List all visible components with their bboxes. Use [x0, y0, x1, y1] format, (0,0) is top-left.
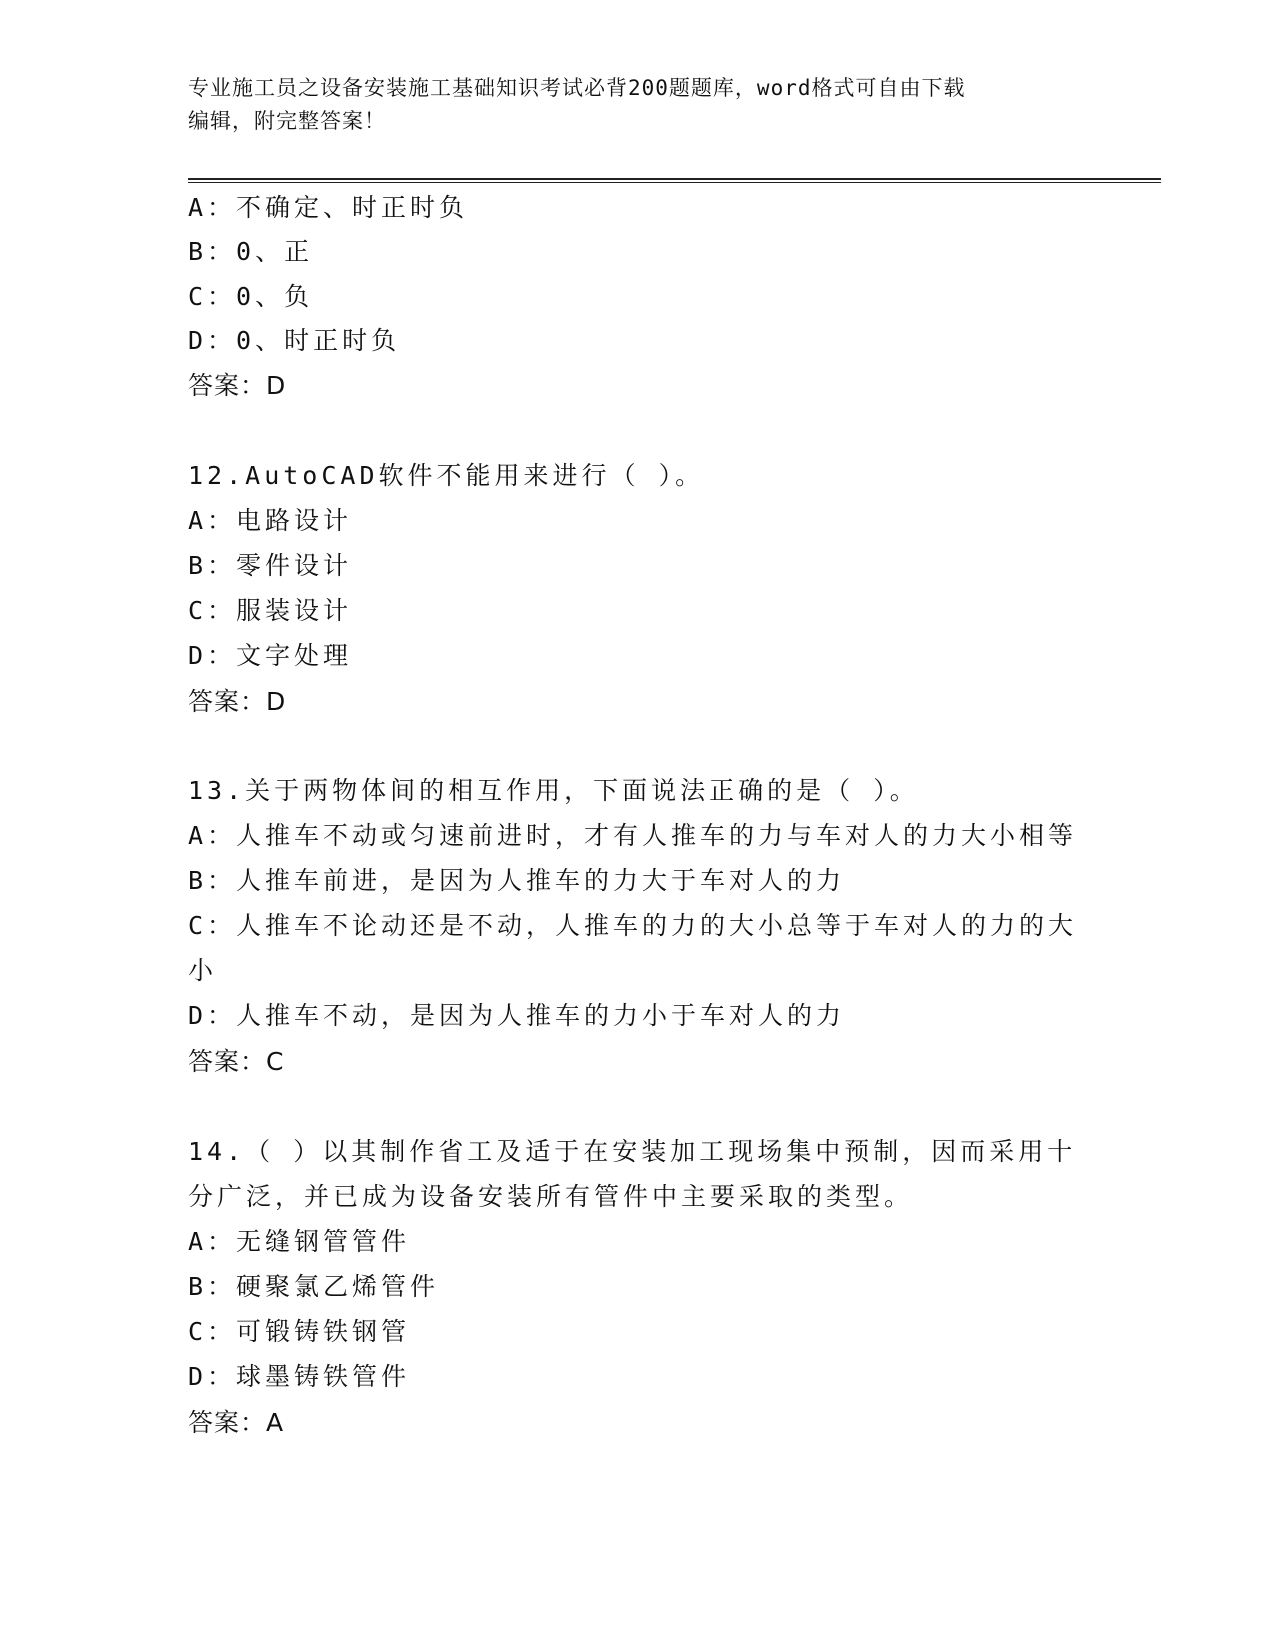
q13-option-c-continued: 小: [188, 956, 218, 985]
q12-question: 12.AutoCAD软件不能用来进行（ ）。: [188, 461, 705, 490]
q12-option-b: B：零件设计: [188, 551, 353, 580]
q14-option-a: A：无缝钢管管件: [188, 1227, 411, 1256]
q11-option-c: C：0、负: [188, 282, 314, 311]
q14-option-d: D：球墨铸铁管件: [188, 1362, 411, 1391]
q11-option-d: D：0、时正时负: [188, 326, 401, 355]
document-header: [188, 72, 1088, 138]
q13-option-a: A：人推车不动或匀速前进时，才有人推车的力与车对人的力大小相等: [188, 821, 1078, 850]
q13-option-b: B：人推车前进，是因为人推车的力大于车对人的力: [188, 866, 846, 895]
q14-answer: 答案：A: [188, 1408, 285, 1437]
q11-answer: 答案：D: [188, 371, 287, 400]
q14-question: 14.（ ）以其制作省工及适于在安装加工现场集中预制，因而采用十: [188, 1137, 1077, 1166]
q12-option-d: D：文字处理: [188, 641, 353, 670]
q11-option-a: A：不确定、时正时负: [188, 193, 469, 222]
q12-option-a: A：电路设计: [188, 506, 353, 535]
q12-answer: 答案：D: [188, 687, 287, 716]
q11-option-b: B：0、正: [188, 237, 314, 266]
q12-option-c: C：服装设计: [188, 596, 353, 625]
header-title-line-1: 专业施工员之设备安装施工基础知识考试必背200题题库，word格式可自由下载: [188, 76, 966, 100]
header-title-line-2: 编辑，附完整答案！: [188, 109, 386, 133]
q13-question: 13.关于两物体间的相互作用，下面说法正确的是（ ）。: [188, 776, 919, 805]
q14-option-b: B：硬聚氯乙烯管件: [188, 1272, 440, 1301]
q14-option-c: C：可锻铸铁钢管: [188, 1317, 411, 1346]
header-divider: [188, 178, 1161, 183]
q14-question-continued: 分广泛，并已成为设备安装所有管件中主要采取的类型。: [188, 1182, 914, 1211]
q13-answer: 答案：C: [188, 1047, 285, 1076]
q13-option-d: D：人推车不动，是因为人推车的力小于车对人的力: [188, 1001, 846, 1030]
q13-option-c: C：人推车不论动还是不动，人推车的力的大小总等于车对人的力的大: [188, 911, 1078, 940]
